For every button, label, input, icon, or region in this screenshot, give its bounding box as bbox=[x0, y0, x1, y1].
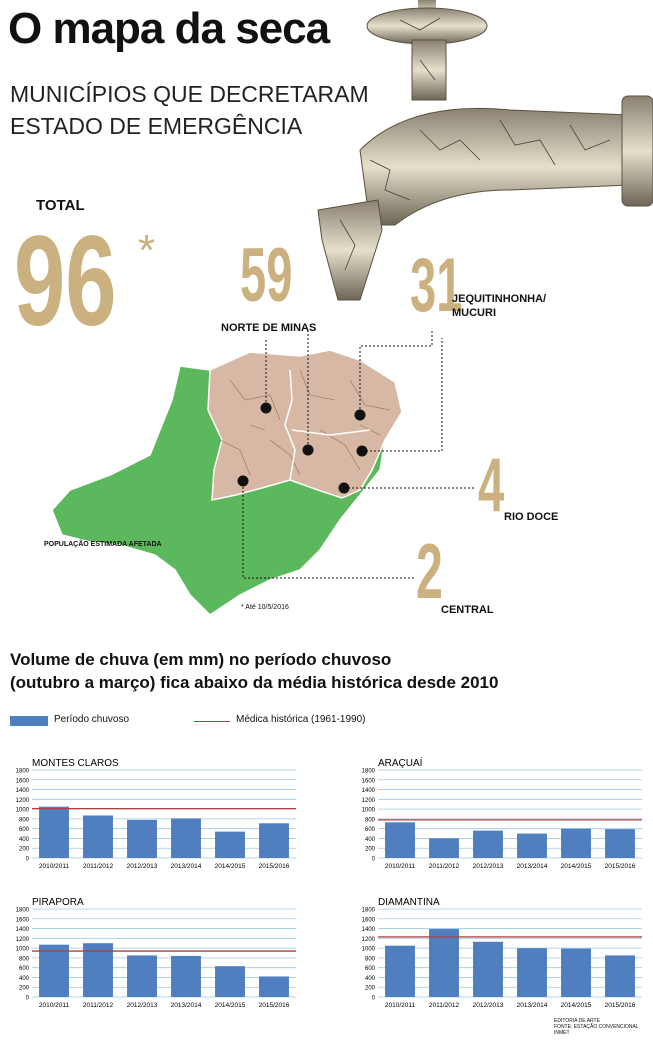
y-tick-label: 0 bbox=[25, 856, 29, 863]
y-tick-label: 1200 bbox=[15, 936, 29, 943]
y-tick-label: 1400 bbox=[15, 927, 29, 934]
bar bbox=[39, 945, 69, 997]
x-tick-label: 2012/2013 bbox=[472, 1002, 504, 1009]
region-name-central: CENTRAL bbox=[441, 604, 494, 616]
bar bbox=[39, 807, 69, 858]
bar bbox=[171, 818, 201, 858]
bar bbox=[259, 823, 289, 858]
region-name-rio-doce: RIO DOCE bbox=[504, 511, 559, 523]
y-tick-label: 1000 bbox=[361, 807, 375, 814]
chart-title: PIRAPORA bbox=[32, 897, 84, 908]
y-tick-label: 200 bbox=[18, 985, 29, 992]
y-tick-label: 800 bbox=[18, 817, 29, 824]
bar bbox=[605, 955, 635, 997]
chart-aracuai bbox=[352, 756, 650, 874]
x-tick-label: 2014/2015 bbox=[214, 863, 246, 870]
rain-section-title bbox=[10, 648, 498, 694]
y-tick-label: 600 bbox=[364, 827, 375, 834]
faucet-neck bbox=[412, 40, 446, 100]
y-tick-label: 400 bbox=[364, 975, 375, 982]
bar bbox=[561, 829, 591, 858]
bar bbox=[259, 976, 289, 997]
y-tick-label: 1800 bbox=[15, 907, 29, 914]
x-tick-label: 2014/2015 bbox=[214, 1002, 246, 1009]
y-tick-label: 0 bbox=[25, 995, 29, 1002]
region-name-norte-de-minas: NORTE DE MINAS bbox=[221, 322, 317, 334]
y-tick-label: 1200 bbox=[361, 936, 375, 943]
y-tick-label: 800 bbox=[364, 817, 375, 824]
y-tick-label: 1600 bbox=[361, 917, 375, 924]
legend-line-label: Médica histórica (1961-1990) bbox=[236, 714, 366, 725]
x-tick-label: 2014/2015 bbox=[560, 1002, 592, 1009]
bar bbox=[517, 948, 547, 997]
x-tick-label: 2015/2016 bbox=[258, 1002, 290, 1009]
x-tick-label: 2013/2014 bbox=[516, 863, 548, 870]
x-tick-label: 2010/2011 bbox=[38, 863, 70, 870]
x-tick-label: 2013/2014 bbox=[516, 1002, 548, 1009]
y-tick-label: 800 bbox=[364, 956, 375, 963]
y-tick-label: 1800 bbox=[361, 907, 375, 914]
y-tick-label: 1200 bbox=[15, 797, 29, 804]
legend-line-swatch bbox=[194, 721, 230, 722]
x-tick-label: 2012/2013 bbox=[126, 863, 158, 870]
page-subtitle: MUNICÍPIOS QUE DECRETARAM ESTADO DE EMERGÊNCIA bbox=[10, 81, 369, 139]
total-asterisk: * bbox=[138, 226, 156, 275]
y-tick-label: 600 bbox=[18, 966, 29, 973]
x-tick-label: 2013/2014 bbox=[170, 1002, 202, 1009]
dry-faucet-illustration bbox=[300, 0, 653, 310]
region-value-central: 2 bbox=[416, 527, 443, 615]
y-tick-label: 600 bbox=[364, 966, 375, 973]
chart-title: DIAMANTINA bbox=[378, 897, 440, 908]
rain-title-line-2: (outubro a março) fica abaixo da média histórica desde 2010 bbox=[10, 673, 499, 692]
bar bbox=[171, 956, 201, 997]
y-tick-label: 1800 bbox=[361, 768, 375, 775]
y-tick-label: 800 bbox=[18, 956, 29, 963]
faucet-wall-flange bbox=[622, 96, 653, 206]
y-tick-label: 1400 bbox=[361, 927, 375, 934]
x-tick-label: 2014/2015 bbox=[560, 863, 592, 870]
y-tick-label: 200 bbox=[18, 846, 29, 853]
bar bbox=[473, 942, 503, 997]
y-tick-label: 400 bbox=[18, 836, 29, 843]
x-tick-label: 2010/2011 bbox=[384, 863, 416, 870]
total-value: 96 bbox=[14, 210, 117, 353]
y-tick-label: 0 bbox=[371, 995, 375, 1002]
bar bbox=[83, 815, 113, 858]
bar bbox=[429, 929, 459, 997]
bar bbox=[215, 832, 245, 858]
map-footnote: * Até 10/5/2016 bbox=[241, 604, 289, 611]
faucet-body bbox=[360, 108, 630, 225]
region-value-norte-de-minas: 59 bbox=[240, 233, 293, 318]
y-tick-label: 0 bbox=[371, 856, 375, 863]
y-tick-label: 200 bbox=[364, 846, 375, 853]
credit-line-1: EDITORIA DE ARTE bbox=[554, 1018, 600, 1024]
region-name-jequitinhonha: JEQUITINHONHA/ MUCURI bbox=[452, 293, 547, 319]
x-tick-label: 2010/2011 bbox=[38, 1002, 70, 1009]
y-tick-label: 1000 bbox=[15, 946, 29, 953]
y-tick-label: 1800 bbox=[15, 768, 29, 775]
x-tick-label: 2013/2014 bbox=[170, 863, 202, 870]
credit-line-2: FONTE: ESTAÇÃO CONVENCIONAL INMET bbox=[554, 1024, 639, 1036]
y-tick-label: 1200 bbox=[361, 797, 375, 804]
chart-diamantina bbox=[352, 895, 650, 1013]
credit bbox=[554, 1018, 653, 1036]
x-tick-label: 2011/2012 bbox=[82, 863, 114, 870]
legend-bar-swatch bbox=[10, 716, 48, 726]
x-tick-label: 2011/2012 bbox=[428, 863, 460, 870]
bar bbox=[561, 949, 591, 997]
y-tick-label: 1600 bbox=[361, 778, 375, 785]
x-tick-label: 2015/2016 bbox=[604, 1002, 636, 1009]
x-tick-label: 2012/2013 bbox=[126, 1002, 158, 1009]
y-tick-label: 1600 bbox=[15, 778, 29, 785]
x-tick-label: 2015/2016 bbox=[604, 863, 636, 870]
y-tick-label: 1400 bbox=[361, 788, 375, 795]
chart-pirapora bbox=[6, 895, 304, 1013]
chart-title: MONTES CLAROS bbox=[32, 758, 119, 769]
bar bbox=[127, 820, 157, 858]
bar bbox=[473, 831, 503, 858]
bar bbox=[215, 966, 245, 997]
bar bbox=[127, 955, 157, 997]
minas-gerais-map bbox=[0, 330, 500, 630]
legend-bar-label: Período chuvoso bbox=[54, 714, 130, 725]
population-label: POPULAÇÃO ESTIMADA AFETADA bbox=[44, 541, 162, 548]
chart-title: ARAÇUAÍ bbox=[378, 758, 423, 769]
y-tick-label: 200 bbox=[364, 985, 375, 992]
x-tick-label: 2011/2012 bbox=[428, 1002, 460, 1009]
total-label: TOTAL bbox=[36, 197, 85, 214]
region-value-jequitinhonha: 31 bbox=[410, 243, 463, 328]
page-title: O mapa da seca bbox=[8, 4, 330, 53]
bar bbox=[605, 829, 635, 858]
x-tick-label: 2012/2013 bbox=[472, 863, 504, 870]
bar bbox=[429, 838, 459, 858]
y-tick-label: 600 bbox=[18, 827, 29, 834]
y-tick-label: 1600 bbox=[15, 917, 29, 924]
faucet-spout bbox=[318, 200, 382, 300]
bar bbox=[385, 946, 415, 997]
chart-montes-claros bbox=[6, 756, 304, 874]
region-value-rio-doce: 4 bbox=[478, 443, 505, 528]
y-tick-label: 1000 bbox=[361, 946, 375, 953]
y-tick-label: 400 bbox=[18, 975, 29, 982]
y-tick-label: 400 bbox=[364, 836, 375, 843]
rain-title-line-1: Volume de chuva (em mm) no período chuvoso bbox=[10, 650, 392, 669]
y-tick-label: 1000 bbox=[15, 807, 29, 814]
bar bbox=[517, 834, 547, 858]
x-tick-label: 2015/2016 bbox=[258, 863, 290, 870]
y-tick-label: 1400 bbox=[15, 788, 29, 795]
x-tick-label: 2011/2012 bbox=[82, 1002, 114, 1009]
bar bbox=[385, 822, 415, 858]
x-tick-label: 2010/2011 bbox=[384, 1002, 416, 1009]
